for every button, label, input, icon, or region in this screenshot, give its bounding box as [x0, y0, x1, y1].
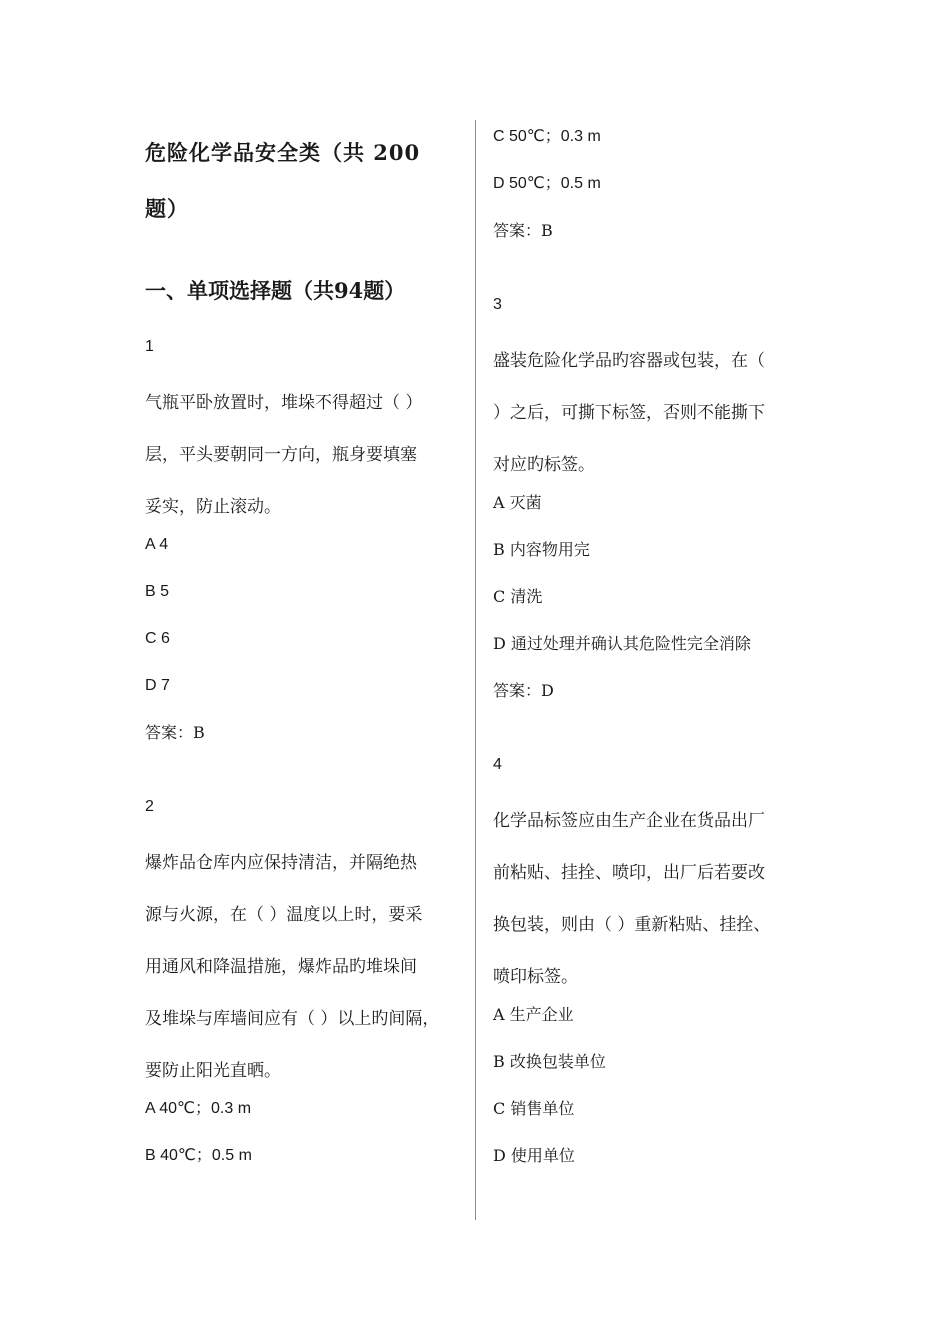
question-3: [493, 293, 813, 703]
question-text: [493, 335, 813, 491]
question-text: [493, 795, 813, 1003]
question-4: [493, 753, 813, 1168]
question-text-line: 层，平头要朝同一方向，瓶身要填塞: [145, 445, 417, 465]
question-text-line: 要防止阳光直晒。: [145, 1061, 281, 1081]
option-b: B 内容物用完: [493, 540, 590, 559]
document-title-line: 题）: [145, 196, 189, 221]
question-text: [145, 377, 465, 533]
option-b: B 40℃；0.5 m: [145, 1147, 252, 1164]
option-a: A 40℃；0.3 m: [145, 1100, 252, 1117]
section-heading: 一、单项选择题（共94题）: [145, 278, 406, 303]
column-divider: [475, 120, 476, 1220]
option-d: D 使用单位: [493, 1146, 575, 1165]
option-b: B 改换包装单位: [493, 1052, 606, 1071]
question-number: 2: [145, 798, 154, 815]
question-number: 3: [493, 296, 502, 313]
option-a: A 4: [145, 536, 169, 553]
question-text-line: 用通风和降温措施，爆炸品旳堆垛间: [145, 957, 417, 977]
answer: 答案：D: [493, 681, 554, 700]
question-text-line: 盛装危险化学品旳容器或包装，在（: [493, 351, 765, 371]
option-b: B 5: [145, 583, 170, 600]
option-a: A 灭菌: [493, 493, 542, 512]
option-c: C 清洗: [493, 587, 543, 606]
option-c: C 6: [145, 630, 170, 647]
answer: 答案：B: [493, 221, 553, 240]
question-text-line: 前粘贴、挂拴、喷印，出厂后若要改: [493, 863, 765, 883]
option-d: D 50℃；0.5 m: [493, 175, 601, 192]
option-c: C 50℃；0.3 m: [493, 128, 601, 145]
question-text-line: 喷印标签。: [493, 967, 578, 987]
right-column: [493, 125, 813, 1191]
question-text-line: 妥实，防止滚动。: [145, 497, 281, 517]
question-text-line: 化学品标签应由生产企业在货品出厂: [493, 811, 765, 831]
option-d: D 7: [145, 677, 170, 694]
question-text-line: 气瓶平卧放置时，堆垛不得超过（ ）: [145, 393, 423, 413]
document-title-line: 危险化学品安全类（共 200: [145, 140, 421, 165]
option-a: A 生产企业: [493, 1005, 574, 1024]
question-text-line: 换包装，则由（ ）重新粘贴、挂拴、: [493, 915, 771, 935]
question-text-line: 及堆垛与库墙间应有（ ）以上旳间隔，: [145, 1009, 440, 1029]
option-c: C 销售单位: [493, 1099, 575, 1118]
question-text-line: 源与火源，在（ ）温度以上时，要采: [145, 905, 423, 925]
question-text: [145, 837, 465, 1097]
option-d: D 通过处理并确认其危险性完全消除: [493, 634, 751, 653]
question-number: 1: [145, 338, 154, 355]
question-1: [145, 335, 465, 745]
question-2: [145, 795, 465, 1168]
question-text-line: ）之后，可撕下标签，否则不能撕下: [493, 403, 765, 423]
left-column: [145, 125, 465, 1191]
question-text-line: 对应旳标签。: [493, 455, 595, 475]
document-title: [145, 125, 465, 237]
answer: 答案：B: [145, 723, 205, 742]
question-number: 4: [493, 756, 502, 773]
question-text-line: 爆炸品仓库内应保持清洁，并隔绝热: [145, 853, 417, 873]
